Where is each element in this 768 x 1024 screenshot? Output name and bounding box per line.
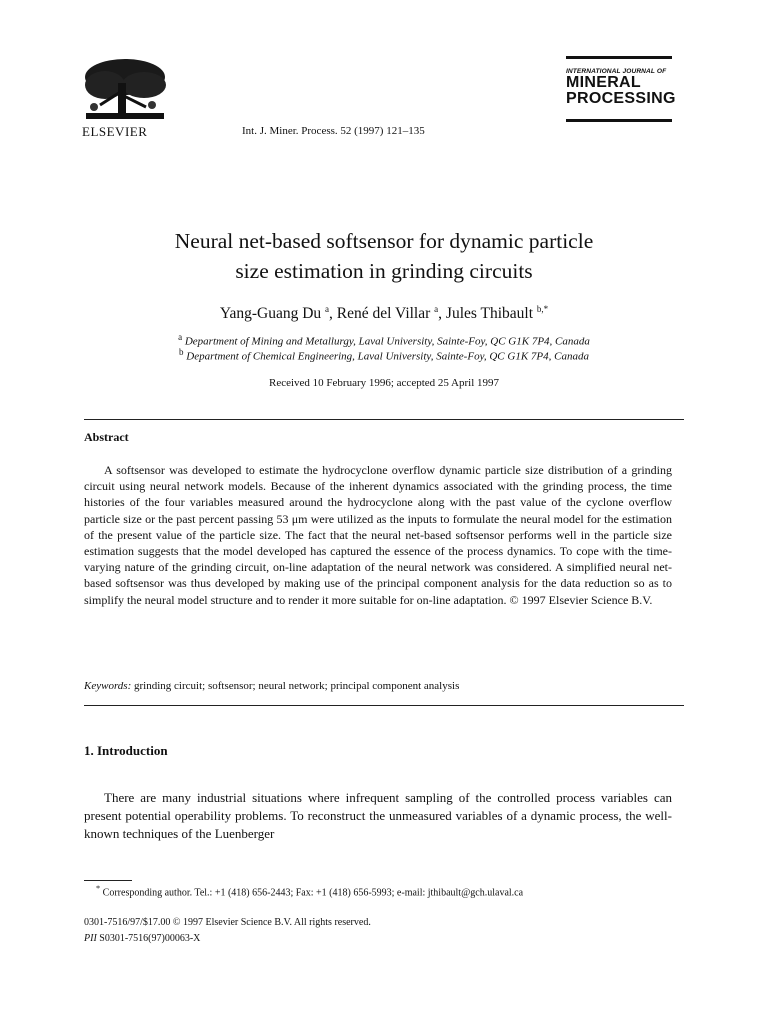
- copyright-line: 0301-7516/97/$17.00 © 1997 Elsevier Science B.V. All rights reserved.: [84, 917, 371, 928]
- affiliation-mark: b: [179, 347, 184, 357]
- corresponding-author-footnote: [84, 884, 684, 898]
- abstract-heading: Abstract: [84, 430, 129, 444]
- abstract-bottom-rule: [84, 705, 684, 706]
- section-heading-introduction: 1. Introduction: [84, 743, 168, 758]
- journal-citation: Int. J. Miner. Process. 52 (1997) 121–135: [242, 125, 425, 137]
- pii-label: PII: [84, 933, 97, 944]
- elsevier-tree-logo: [80, 55, 170, 135]
- publisher-name: ELSEVIER: [82, 124, 148, 139]
- affiliation-mark: a: [178, 332, 183, 342]
- journal-logo-bottom-rule: [566, 119, 672, 122]
- footnote-text: Corresponding author. Tel.: +1 (418) 656-2443; Fax: +1 (418) 656-5993; e-mail: jthibault@gch.ulaval.ca: [102, 887, 524, 899]
- author-affiliation-mark: a: [434, 304, 439, 314]
- footnote-mark: *: [96, 884, 101, 893]
- abstract-text: A softsensor was developed to estimate the hydrocyclone overflow dynamic particle size distribution of a grinding circuit using neural network models. Because of the inherent dynamics associated with the grinding process, the time histories of the four variables measured around the hydrocyclone along with the past value of the cyclone overflow particle size or the past percent passing 53 μm were utilized as the inputs to formulate the neural model for the estimation of the present value of the particle size. The fact that the neural net-based softsensor performs well in the particle size estimation suggests that the model developed has captured the essence of the process dynamics. To cope with the time-varying nature of the grinding circuit, on-line adaptation of the neural network was considered. A simplified neural net-based softsensor was thus developed by making use of the principal component analysis for the data reduction so as to simplify the neural model structure and to render it more suitable for on-line adaptation. © 1997 Elsevier Science B.V.: [84, 463, 672, 607]
- author-affiliation-mark: a: [325, 304, 330, 314]
- keywords-label: Keywords:: [84, 680, 132, 692]
- author-affiliation-mark: b,*: [536, 304, 549, 314]
- pii-value: S0301-7516(97)00063-X: [99, 933, 201, 944]
- paper-title: [84, 226, 684, 286]
- affiliation-b: [84, 347, 684, 363]
- introduction-text: There are many industrial situations where infrequent sampling of the controlled process variables can present potential operability problems. To reconstruct the unmeasured variables of a dynamic process, the well-known techniques of the Luenberger: [84, 790, 672, 841]
- journal-logo-line1: INTERNATIONAL JOURNAL OF: [566, 68, 667, 75]
- author-name: René del Villar: [336, 305, 431, 323]
- abstract-top-rule: [84, 419, 684, 420]
- footnote-rule: [84, 880, 132, 881]
- affiliation-text: Department of Chemical Engineering, Laval University, Sainte-Foy, QC G1K 7P4, Canada: [186, 350, 589, 363]
- pii-line: [84, 933, 200, 944]
- received-dates: Received 10 February 1996; accepted 25 April 1997: [268, 377, 500, 389]
- paper-title-line2: size estimation in grinding circuits: [235, 259, 533, 283]
- keywords-text: grinding circuit; softsensor; neural network; principal component analysis: [134, 680, 460, 692]
- author-name: Yang-Guang Du: [219, 305, 322, 323]
- affiliation-text: Department of Mining and Metallurgy, Laval University, Sainte-Foy, QC G1K 7P4, Canada: [184, 335, 590, 348]
- keywords: [84, 680, 684, 692]
- journal-logo: [566, 56, 676, 136]
- affiliation-a: [84, 332, 684, 348]
- journal-logo-line2: MINERAL: [566, 74, 641, 91]
- journal-logo-top-rule: [566, 56, 672, 59]
- author-list: Yang-Guang Du $^a$, René del Villar $^a$, Jules Thibault $^{b,*}$: [219, 304, 549, 323]
- author-name: Jules Thibault: [445, 305, 534, 323]
- paper-title-line1: Neural net-based softsensor for dynamic particle: [174, 229, 594, 253]
- journal-logo-line3: PROCESSING: [566, 90, 676, 107]
